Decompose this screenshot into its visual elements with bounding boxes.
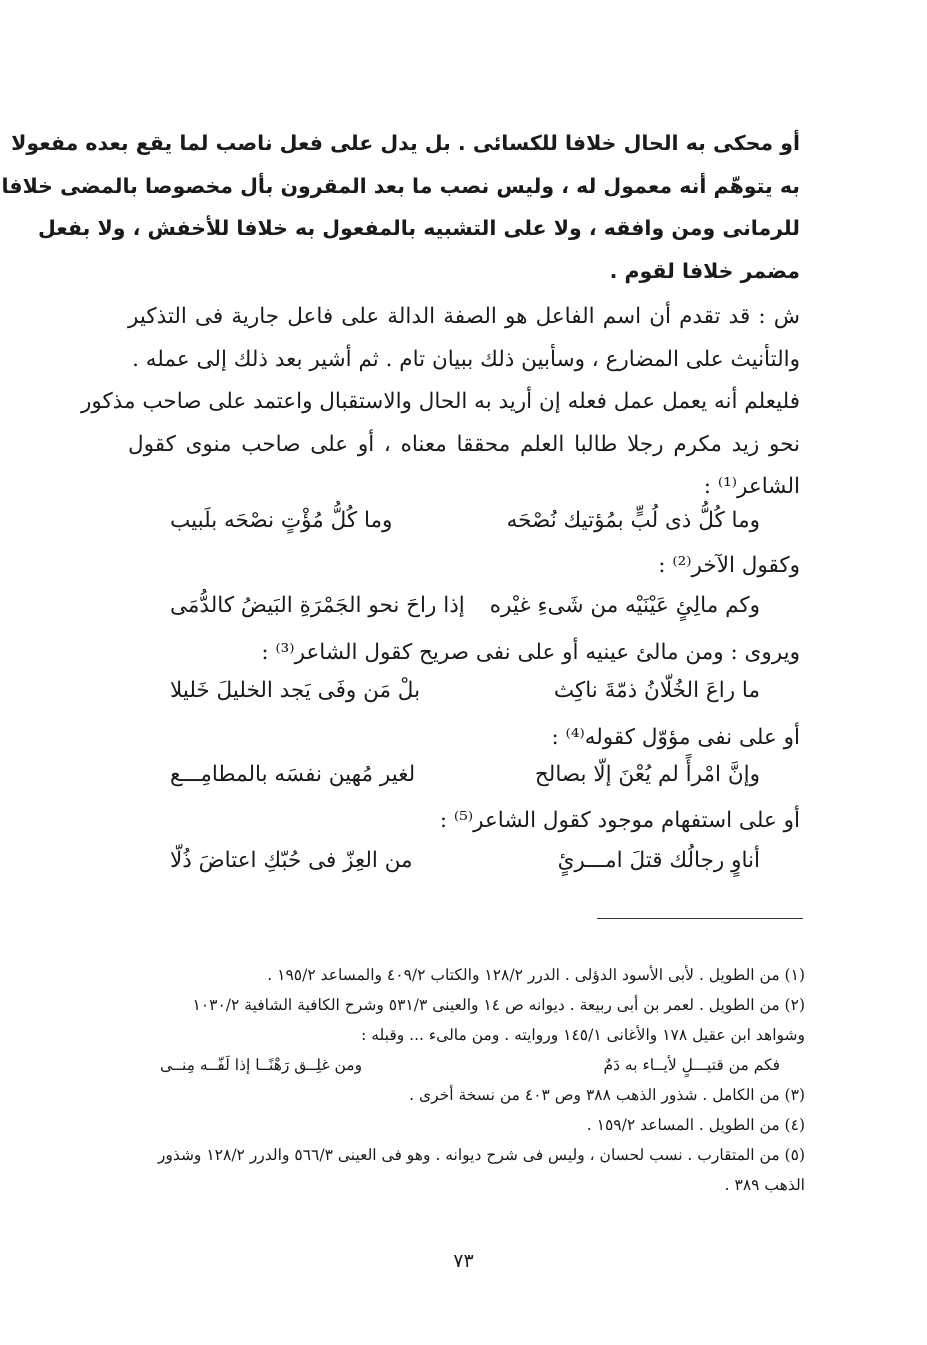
verse-hemistich: ومن غلِــق رَهْنًــا إذا لَفّــه مِنــى (160, 1056, 363, 1074)
verse-hemistich: من العِزّ فى حُبّكِ اعتاضَ ذُلّا (170, 848, 413, 873)
verse-2 (170, 593, 760, 618)
verse-hemistich: وكم مالِئٍ عَيْنَيْه من شَىءِ غيْره (489, 593, 760, 618)
commentary-line: الشاعر⁽¹⁾ : (703, 474, 800, 499)
verse-hemistich: ما راعَ الخُلّانُ ذمّةَ ناكِث (553, 678, 760, 703)
commentary-line: فليعلم أنه يعمل عمل فعله إن أريد به الحال والاستقبال واعتمد على صاحب مذكور (80, 389, 800, 414)
footnotes (140, 960, 805, 1200)
verse-hemistich: وما كُلُّ ذى لُبٍّ بمُؤتيك نُصْحَه (506, 508, 760, 533)
footnote-3: (٣) من الكامل . شذور الذهب ٣٨٨ وص ٤٠٣ من نسخة أخرى . (409, 1086, 805, 1104)
footnote-5-continued: الذهب ٣٨٩ . (724, 1176, 805, 1194)
verse-hemistich: وما كُلُّ مُؤْتٍ نصْحَه بلَبيب (170, 508, 393, 533)
intro-line: أو محكى به الحال خلافا للكسائى . بل يدل على فعل ناصب لما يقع بعده مفعولا (11, 131, 800, 155)
commentary-paragraph (80, 296, 800, 509)
verse-1 (170, 508, 760, 533)
verse-hemistich: إذا راحَ نحو الجَمْرَةِ البَيضُ كالدُّمَى (170, 593, 465, 618)
verse-hemistich: لغير مُهين نفسَه بالمطامِـــع (170, 762, 416, 787)
commentary-line: نحو زيد مكرم رجلا طالبا العلم محققا معناه ، أو على صاحب منوى كقول (128, 431, 800, 457)
intro-paragraph (1, 122, 800, 292)
verse-hemistich: وإنَّ امْرأً لم يُعْنَ إلّا بصالح (534, 762, 760, 787)
verse-hemistich: فكم من قتيـــلٍ لأيــاء به دَمٌ (603, 1056, 780, 1074)
page-number: ٧٣ (453, 1250, 474, 1272)
citation-line: ويروى : ومن مالئ عينيه أو على نفى صريح كقول الشاعر⁽³⁾ : (261, 640, 800, 665)
footnote-2: (٢) من الطويل . لعمر بن أبى ربيعة . ديوانه ص ١٤ والعينى ٥٣١/٣ وشرح الكافية الشافية ١٠٣٠/٢ (192, 996, 805, 1014)
footnote-4: (٤) من الطويل . المساعد ١٥٩/٢ . (586, 1116, 805, 1134)
citation-line: وكقول الآخر⁽²⁾ : (658, 553, 800, 578)
verse-hemistich: بلْ مَن وفَى يَجد الخليلَ خَليلا (170, 678, 421, 703)
citation-line: أو على نفى مؤوّل كقوله⁽⁴⁾ : (551, 725, 800, 750)
verse-hemistich: أناوٍ رجالُك قتلَ امـــرئٍ (557, 848, 760, 873)
citation-line: أو على استفهام موجود كقول الشاعر⁽⁵⁾ : (439, 808, 800, 833)
intro-line: به يتوهّم أنه معمول له ، وليس نصب ما بعد المقرون بأل مخصوصا بالمضى خلافا (1, 173, 800, 198)
footnote-5: (٥) من المتقارب . نسب لحسان ، وليس فى شرح ديوانه . وهو فى العينى ٥٦٦/٣ والدرر ١٢٨/٢ وشذور (157, 1146, 805, 1164)
intro-line: مضمر خلافا لقوم . (609, 258, 800, 283)
footnote-divider (597, 918, 803, 919)
verse-3 (170, 678, 760, 703)
footnote-2-verse (160, 1050, 780, 1080)
commentary-line: ش : قد تقدم أن اسم الفاعل هو الصفة الدالة على فاعل جارية فى التذكير (128, 304, 800, 329)
footnote-1: (١) من الطويل . لأبى الأسود الدؤلى . الدرر ١٢٨/٢ والكتاب ٤٠٩/٢ والمساعد ١٩٥/٢ . (267, 966, 805, 984)
footnote-2-continued: وشواهد ابن عقيل ١٧٨ والأغانى ١٤٥/١ وروايته . ومن مالىء ... وقبله : (361, 1026, 805, 1044)
verse-5 (170, 848, 760, 873)
intro-line: للرمانى ومن وافقه ، ولا على التشبيه بالمفعول به خلافا للأخفش ، ولا بفعل (38, 216, 800, 240)
verse-4 (170, 762, 760, 787)
commentary-line: والتأنيث على المضارع ، وسأبين ذلك ببيان تام . ثم أشير بعد ذلك إلى عمله . (132, 346, 800, 372)
